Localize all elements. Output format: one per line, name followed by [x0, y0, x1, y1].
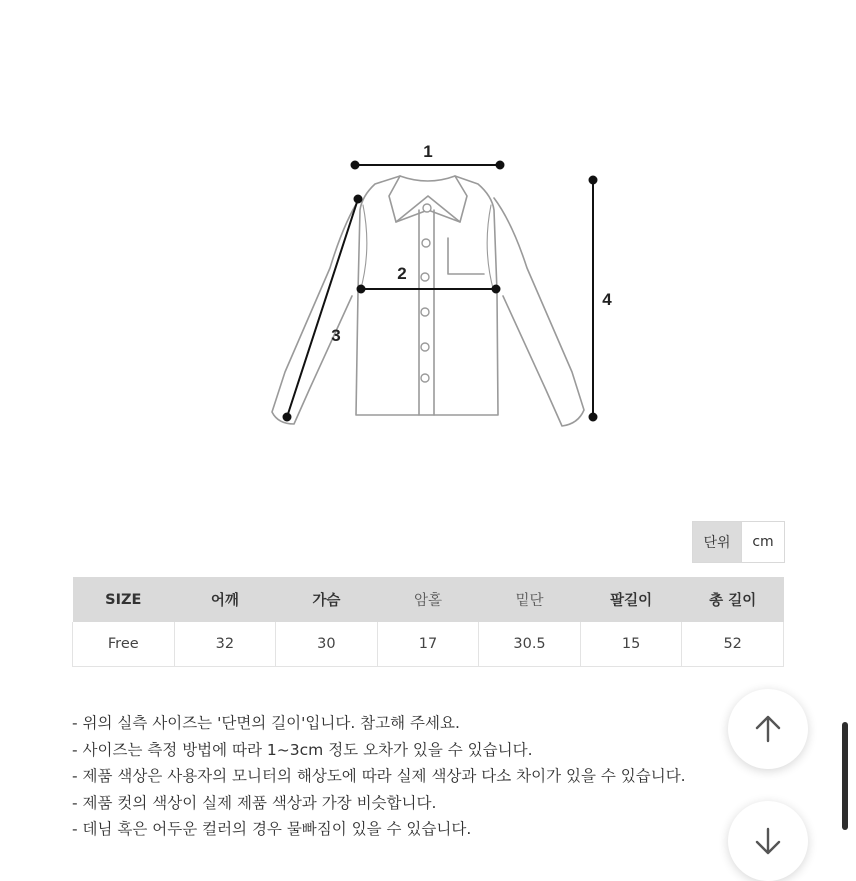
- scrollbar-thumb[interactable]: [842, 722, 848, 830]
- scroll-to-bottom-button[interactable]: [728, 801, 808, 881]
- note-item: - 사이즈는 측정 방법에 따라 1~3cm 정도 오차가 있을 수 있습니다.: [72, 740, 533, 759]
- header-shoulder: 어깨: [174, 577, 276, 622]
- scroll-to-top-button[interactable]: [728, 689, 808, 769]
- shirt-button: [421, 273, 429, 281]
- shirt-buttons: [421, 204, 431, 382]
- arrow-down-icon: [751, 824, 785, 858]
- size-notes: [72, 710, 686, 843]
- header-size: SIZE: [73, 577, 175, 622]
- shirt-button: [421, 308, 429, 316]
- cell-sleeve-length: 15: [580, 622, 682, 667]
- unit-value: cm: [741, 522, 784, 562]
- shirt-button: [423, 204, 431, 212]
- shirt-button: [422, 239, 430, 247]
- header-sleeve-length: 팔길이: [580, 577, 682, 622]
- measure-label-2: 2: [397, 264, 407, 283]
- arrow-up-icon: [751, 712, 785, 746]
- unit-indicator: [692, 521, 785, 563]
- cell-size: Free: [73, 622, 175, 667]
- measure-line-shoulder: [352, 162, 504, 169]
- note-item: - 데님 혹은 어두운 컬러의 경우 물빠짐이 있을 수 있습니다.: [72, 820, 472, 838]
- cell-hem: 30.5: [479, 622, 581, 667]
- header-armhole: 암홀: [377, 577, 479, 622]
- measure-line-chest: [358, 286, 500, 293]
- cell-total-length: 52: [682, 622, 784, 667]
- measure-label-1: 1: [423, 142, 433, 161]
- measure-label-4: 4: [602, 290, 612, 309]
- table-row: [73, 622, 784, 667]
- note-item: - 제품 컷의 색상이 실제 제품 색상과 가장 비슷합니다.: [72, 793, 437, 812]
- header-chest: 가슴: [276, 577, 378, 622]
- size-table: [72, 577, 784, 667]
- header-hem: 밑단: [479, 577, 581, 622]
- unit-label: 단위: [693, 522, 741, 562]
- note-item: - 위의 실측 사이즈는 '단면의 길이'입니다. 참고해 주세요.: [72, 714, 460, 732]
- measure-line-sleeve: [284, 196, 362, 421]
- shirt-outline-icon: [272, 176, 584, 426]
- header-total-length: 총 길이: [682, 577, 784, 622]
- measure-label-3: 3: [331, 326, 341, 345]
- cell-shoulder: 32: [174, 622, 276, 667]
- cell-chest: 30: [276, 622, 378, 667]
- size-table-header-row: [73, 577, 784, 622]
- measure-line-length: [590, 177, 597, 421]
- shirt-button: [421, 343, 429, 351]
- note-item: - 제품 색상은 사용자의 모니터의 해상도에 따라 실제 색상과 다소 차이가 있을 수 있습니다.: [72, 767, 686, 785]
- shirt-button: [421, 374, 429, 382]
- cell-armhole: 17: [377, 622, 479, 667]
